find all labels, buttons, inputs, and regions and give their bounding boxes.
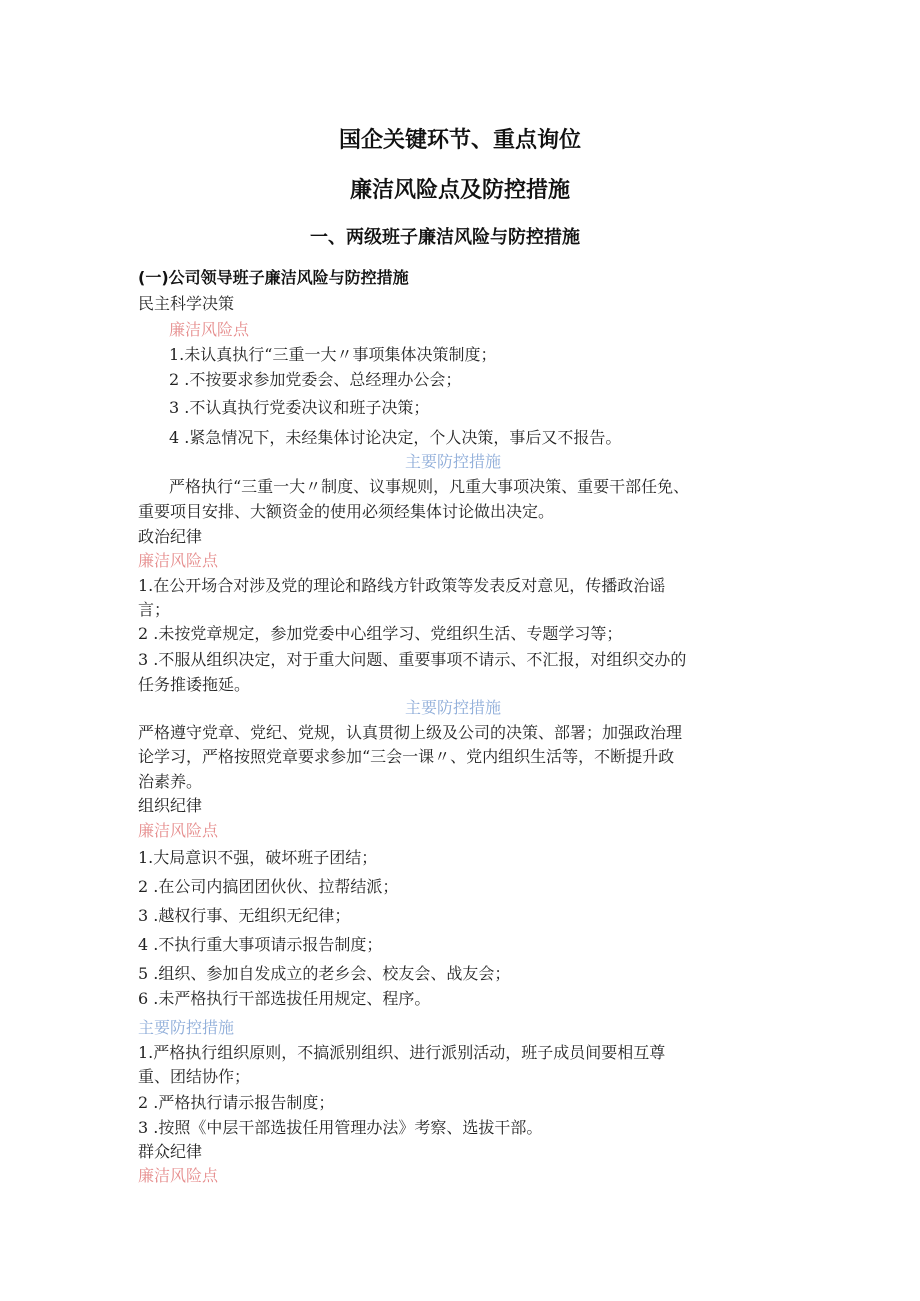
measure-text: 2 .严格执行请示报告制度； [138,1093,335,1112]
list-item: 3 .不服从组织决定，对于重大问题、重要事项不请示、不汇报，对组织交办的 [138,650,687,669]
measure-text: 论学习，严格按照党章要求参加“三会一课〃、党内组织生活等，不断提升政 [138,747,675,766]
block-heading-political: 政治纪律 [138,527,203,546]
list-item: 5 .组织、参加自发成立的老乡会、校友会、战友会； [138,964,511,983]
measure-label: 主要防控措施 [405,452,502,471]
list-item: 6 .未严格执行干部选拔任用规定、程序。 [138,989,431,1008]
measure-label: 主要防控措施 [405,698,502,717]
list-item: 4 .紧急情况下，未经集体讨论决定，个人决策，事后又不报告。 [169,428,622,447]
block-heading-masses: 群众纪律 [138,1142,203,1161]
block-heading-democratic: 民主科学决策 [138,294,235,313]
block-heading-organization: 组织纪律 [138,796,203,815]
list-item: 2 .不按要求参加党委会、总经理办公会； [169,370,462,389]
page-subtitle: 廉洁风险点及防控措施 [349,178,570,203]
measure-text: 重、团结协作； [138,1067,251,1086]
risk-label: 廉洁风险点 [138,551,219,570]
measure-text: 严格执行“三重一大〃制度、议事规则，凡重大事项决策、重要干部任免、 [169,477,690,496]
list-item: 3 .不认真执行党委决议和班子决策； [169,398,430,417]
measure-text: 3 .按照《中层干部选拔任用管理办法》考察、选拔干部。 [138,1118,543,1137]
risk-label: 廉洁风险点 [138,821,219,840]
risk-label: 廉洁风险点 [138,1166,219,1185]
list-item: 2 .在公司内搞团团伙伙、拉帮结派； [138,877,399,896]
measure-text: 重要项目安排、大额资金的使用必须经集体讨论做出决定。 [138,502,555,521]
list-item: 任务推诿拖延。 [138,675,251,694]
measure-label: 主要防控措施 [138,1018,235,1037]
list-item: 4 .不执行重大事项请示报告制度； [138,935,383,954]
measure-text: 治素养。 [138,772,203,791]
list-item: 1.在公开场合对涉及党的理论和路线方针政策等发表反对意见，传播政治谣 [138,576,666,595]
list-item: 2 .未按党章规定，参加党委中心组学习、党组织生活、专题学习等； [138,624,623,643]
list-item: 1.未认真执行“三重一大〃事项集体决策制度； [169,345,497,364]
measure-text: 1.严格执行组织原则，不搞派别组织、进行派别活动，班子成员间要相互尊 [138,1043,666,1062]
subsection-heading: (一)公司领导班子廉洁风险与防控措施 [138,268,409,287]
list-item: 1.大局意识不强，破坏班子团结； [138,848,378,867]
section-heading: 一、两级班子廉洁风险与防控措施 [310,227,580,248]
page-title: 国企关键环节、重点询位 [338,128,581,153]
list-item: 3 .越权行事、无组织无纪律； [138,906,351,925]
risk-label: 廉洁风险点 [169,320,250,339]
list-item: 言； [138,600,171,619]
measure-text: 严格遵守党章、党纪、党规，认真贯彻上级及公司的决策、部署；加强政治理 [138,723,683,742]
